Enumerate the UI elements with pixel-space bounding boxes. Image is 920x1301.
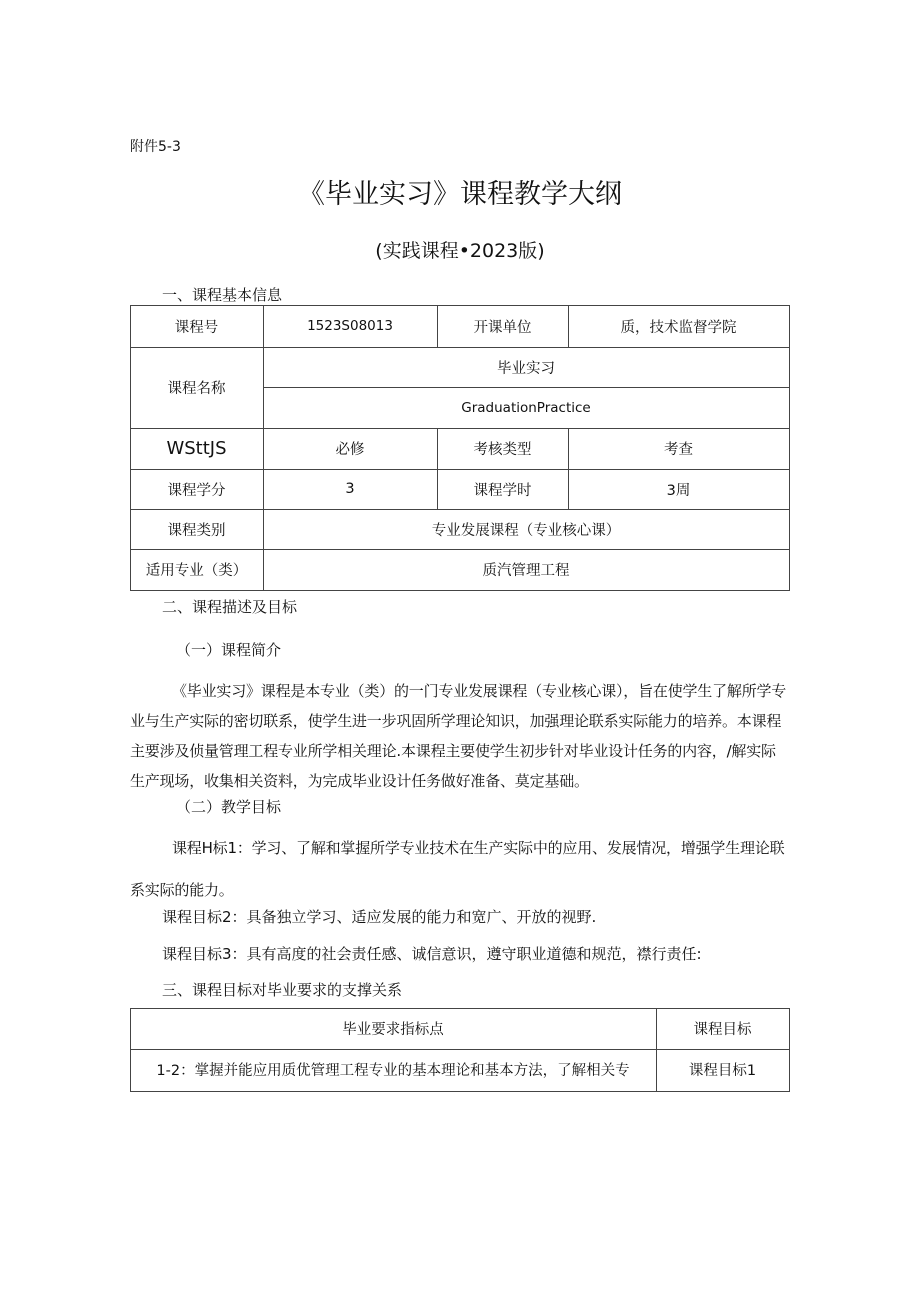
course-code: 1523S08013 [307,318,393,334]
exam-type: 考查 [664,442,693,458]
header-requirement: 毕业要求指标点 [342,1022,444,1038]
course-nature-label: WSttJS [166,438,227,459]
credit-value: 3 [345,481,355,497]
course-code-label: 课程号 [174,319,219,336]
dept-value: 质，技术监督学院 [620,319,737,336]
exam-type-label: 考核类型 [473,442,532,458]
category-value: 专业发展课程（专业核心课） [431,522,621,539]
major-value: 质汽管理工程 [482,563,570,579]
attachment-label: 附件5-3 [130,139,181,155]
subsection-goals-heading: （二）教学目标 [176,798,282,816]
major-label: 适用专业（类） [145,563,248,579]
goal-1: 课程H标1：学习、了解和掌握所学专业技术在生产实际中的应用、发展情况，增强学生理论联系实际的能力。 [130,839,785,899]
section-heading-2: 二、课程描述及目标 [162,598,298,616]
page-title: 《毕业实习》课程教学大纲 [298,179,622,210]
credit-label: 课程学分 [167,482,226,499]
course-name-en: GraduationPractice [461,399,591,416]
dept-label: 开课单位 [473,319,532,336]
hours-value: 3周 [666,482,691,499]
page-subtitle: (实践课程•2023版) [375,240,545,262]
subsection-intro-heading: （一）课程简介 [176,641,282,659]
header-course-goal: 课程目标 [693,1022,752,1038]
table-row-goal: 课程目标1 [688,1063,757,1079]
section-heading-1: 一、课程基本信息 [162,286,283,304]
course-nature: 必修 [335,442,365,458]
goal-3: 课程目标3：具有高度的社会责任感、诚信意识，遵守职业道德和规范，襟行责任: [162,945,702,963]
hours-label: 课程学时 [473,482,532,499]
course-name-cn: 毕业实习 [497,360,555,377]
table-row-requirement: 1-2：掌握并能应用质优管理工程专业的基本理论和基本方法，了解相关专 [156,1063,630,1079]
goal-2: 课程目标2：具备独立学习、适应发展的能力和宽广、开放的视野. [162,908,597,926]
category-label: 课程类别 [167,522,226,539]
section-heading-3: 三、课程目标对毕业要求的支撑关系 [162,981,403,999]
course-intro-paragraph: 《毕业实习》课程是本专业（类）的一门专业发展课程（专业核心课），旨在使学生了解所学专业与生产实际的密切联系，使学生进一步巩固所学理论知识，加强理论联系实际能力的培养。本课程主要涉及侦量管理工程专业所学相关理论.本课程主要使学生初步针对毕业设计任务的内容，/解实际生产现场，收集相关资料，为完成毕业设计任务做好准备、莫定基础。 [130,682,787,790]
course-name-label: 课程名称 [167,381,226,397]
